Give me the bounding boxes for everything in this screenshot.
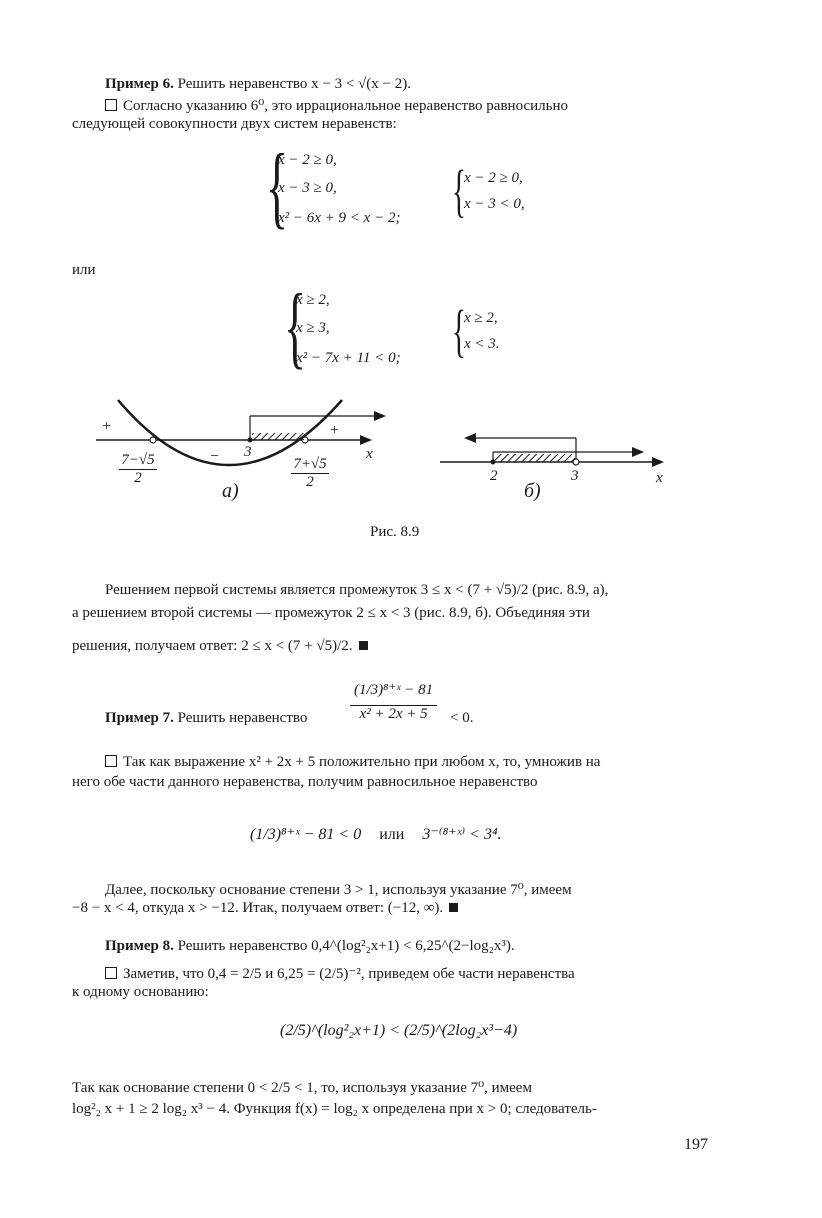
system-3: { x ≥ 2, x ≥ 3, x² − 7x + 11 < 0; [284, 275, 401, 377]
solution-line-1: Решением первой системы является промежуток 3 ≤ x < (7 + √5)/2 (рис. 8.9, а), [105, 582, 609, 598]
solution-line-3: решения, получаем ответ: 2 ≤ x < (7 + √5)/2. [72, 636, 368, 656]
figure-a-x: x [366, 446, 373, 462]
example-6-title: Решить неравенство x − 3 < √(x − 2). [177, 76, 411, 92]
example-7-denominator: x² + 2x + 5 [359, 706, 428, 722]
solution-start-icon [105, 967, 117, 979]
or-word: или [72, 262, 96, 278]
example-7-text-2: него обе части данного неравенства, получим равносильное неравенство [72, 774, 538, 790]
example-8-text-3: Так как основание степени 0 < 2/5 < 1, то, используя указание 7⁰, имеем [72, 1080, 532, 1096]
figure-a-plus-left: + [102, 418, 112, 435]
system-1: { x − 2 ≥ 0, x − 3 ≥ 0, x² − 6x + 9 < x − 2; [266, 135, 401, 237]
example-8-heading [105, 938, 515, 955]
figure-b-two: 2 [490, 468, 498, 484]
example-7-text-4: −8 − x < 4, откуда x > −12. Итак, получаем ответ: (−12, ∞). [72, 898, 458, 918]
figure-a-three: 3 [244, 444, 252, 460]
solution-line-2: а решением второй системы — промежуток 2 ≤ x < 3 (рис. 8.9, б). Объединяя эти [72, 605, 590, 621]
example-7-text-3: Далее, поскольку основание степени 3 > 1, используя указание 7⁰, имеем [105, 882, 572, 898]
example-7-equation: (1/3)⁸⁺ˣ − 81 < 0 или 3⁻⁽⁸⁺ˣ⁾ < 3⁴. [250, 826, 502, 843]
end-of-proof-icon [449, 903, 458, 912]
figure-b-x: x [656, 470, 663, 486]
system-2: { x − 2 ≥ 0, x − 3 < 0, [452, 158, 525, 223]
figure-caption: Рис. 8.9 [370, 524, 420, 540]
figure-a-root2: $\frac{7+√5}{2}$ [293, 456, 327, 490]
example-8-text-1: Заметив, что 0,4 = 2/5 и 6,25 = (2/5)⁻², приведем обе части неравенства [105, 964, 575, 984]
example-7-text-1: Так как выражение x² + 2x + 5 положительно при любом x, то, умножив на [105, 752, 600, 772]
figure-a-minus: − [210, 448, 220, 465]
system-4: { x ≥ 2, x < 3. [452, 298, 500, 363]
example-8-equation: (2/5)^(log²₂x+1) < (2/5)^(2log₂x³−4) [280, 1022, 518, 1039]
solution-start-icon [105, 755, 117, 767]
page-number: 197 [684, 1136, 708, 1153]
figure-b-caption: б) [524, 480, 541, 502]
figure-a-caption: а) [222, 480, 239, 502]
example-6-label: Пример 6. [105, 76, 174, 92]
example-8-text-4: log²₂ x + 1 ≥ 2 log₂ x³ − 4. Функция f(x) = log₂ x определена при x > 0; следователь- [72, 1101, 597, 1117]
example-7-numerator: (1/3)⁸⁺ˣ − 81 [350, 680, 437, 706]
example-6-intro-1: Согласно указанию 6⁰, это иррациональное неравенство равносильно [105, 96, 717, 116]
example-8-text-2: к одному основанию: [72, 984, 209, 1000]
example-8-label: Пример 8. [105, 938, 174, 954]
figure-a-root1: $\frac{7-√5}{2}$ [121, 452, 155, 486]
figure-b-three: 3 [571, 468, 579, 484]
example-8-title: Решить неравенство 0,4^(log²₂x+1) < 6,25^(2−log₂x³). [177, 938, 515, 954]
example-6-intro-2: следующей совокупности двух систем неравенств: [72, 116, 397, 132]
figure-a-plus-right: + [330, 422, 340, 439]
end-of-proof-icon [359, 641, 368, 650]
